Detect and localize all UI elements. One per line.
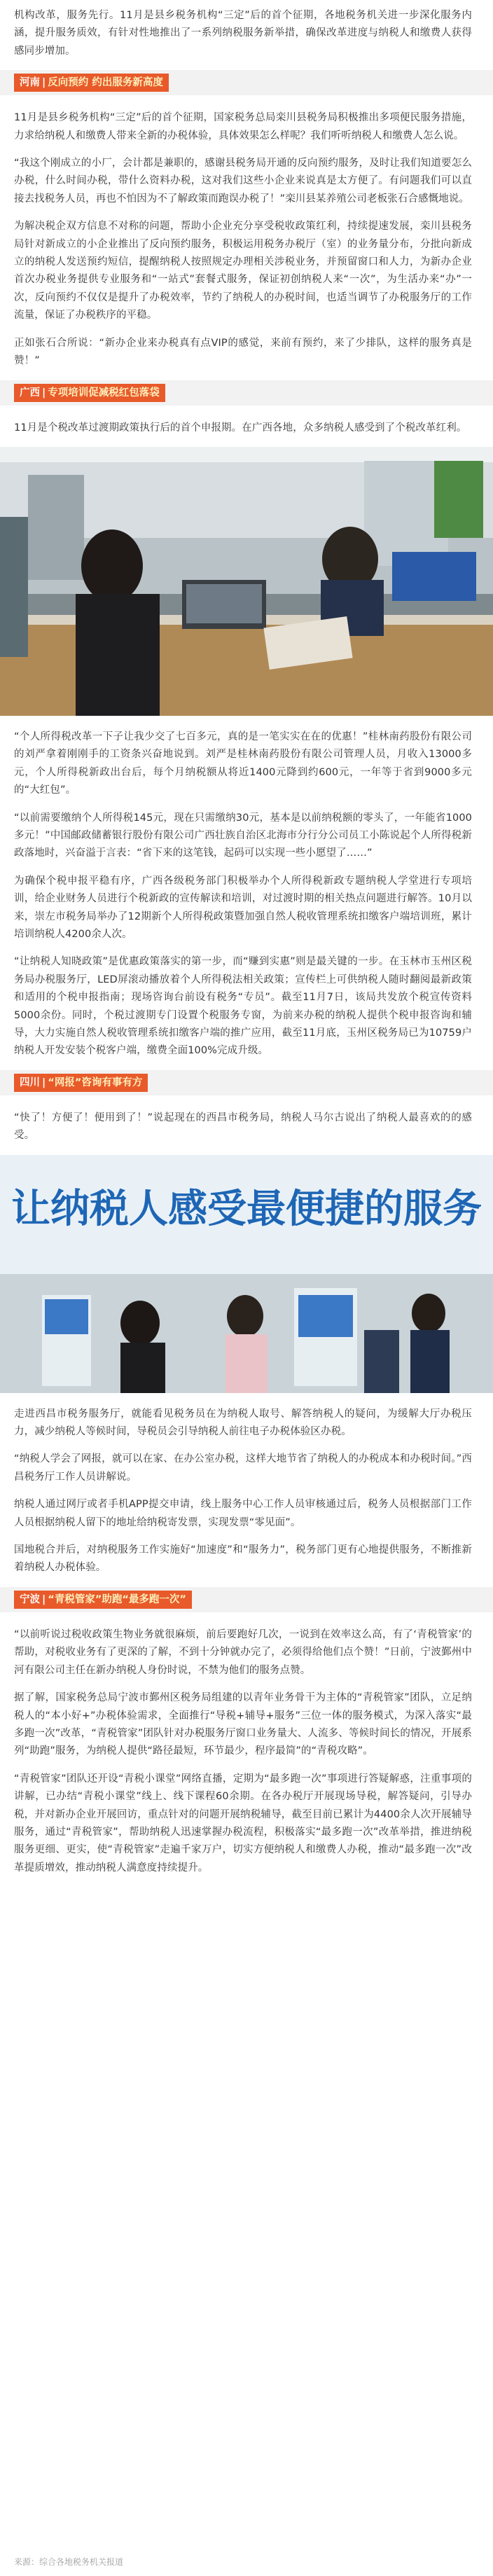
paragraph: 11月是县乡税务机构“三定”后的首个征期，国家税务总局栾川县税务局积极推出多项便民服务措施，力求给纳税人和缴费人带来全新的办税体验，具体效果怎么样呢？我们听听纳税人和缴费人怎么说。	[14, 112, 472, 141]
section-header-guangxi	[0, 380, 493, 406]
section-title: 反向预约 约出服务新高度	[48, 77, 163, 89]
section-separator: |	[42, 1076, 46, 1088]
paragraph: “让纳税人知晓政策”是优惠政策落实的第一步，而“赚到实惠”则是最关键的一步。在玉林市玉州区税务局办税服务厅，LED屏滚动播放着个人所得税法相关政策；宣传栏上可供纳税人随时翻阅最新政策和适用的个税申报指南；现场咨询台前设有税务“专员”。截至11月7日，该局共发放个税宣传资料5000余份。同时，个税过渡期专门设置个税服务专窗，为前来办税的纳税人提供个税申报咨询和辅导，大力实施自然人税收管理系统扣缴客户端的推广应用，截至11月底，玉州区税务局已为10759户纳税人开发安装个税客户端，缴费全面100%完成升级。	[14, 956, 472, 1057]
paragraph: 据了解，国家税务总局宁波市鄞州区税务局组建的以青年业务骨干为主体的“青税管家”团队，立足纳税人的“本小好+”办税体验需求，全面推行“导税+辅导+服务”三位一体的服务模式，为深入落实“最多跑一次”改革，“青税管家”团队针对办税服务厅窗口业务量大、人流多、等候时间长的情况，开展系列“助跑”服务，为纳税人提供“路径最短，环节最少，程序最简”的“青税攻略”。	[14, 1692, 472, 1757]
paragraph: 11月是个税改革过渡期政策执行后的首个申报期。在广西各地，众多纳税人感受到了个税改革红利。	[14, 422, 467, 434]
tax-office-counter-photo	[0, 447, 493, 716]
section-tag	[14, 1591, 192, 1609]
article	[0, 7, 493, 2576]
service-banner	[11, 1186, 482, 1232]
paragraph: 正如张石合所说：“新办企业来办税真有点VIP的感觉，来前有预约，来了少排队，这样的服务真是赞！”	[14, 337, 472, 367]
paragraph: “个人所得税改革一下子让我少交了七百多元，真的是一笔实实在在的优惠！”桂林南药股份有限公司的刘严拿着刚刚手的工资条兴奋地说到。刘严是桂林南药股份有限公司管理人员，月收入13000多元，个人所得税新政出台后，每个月纳税额从将近1400元降到约600元，一年等于省到9000多元的“大红包”。	[14, 730, 472, 796]
paragraph: “以前听说过税收政策生物业务就很麻烦，前后要跑好几次，一说到在效率这么高，有了‘青税管家’的帮助，对税收业务有了更深的了解，不到十分钟就办完了，必须得给他们点个赞！”日前，宁波鄞州中河有限公司主任在新办纳税人身份时说，不禁为他们的服务点赞。	[14, 1628, 472, 1676]
section-region: 宁波	[20, 1593, 40, 1605]
section-tag	[14, 74, 169, 92]
service-banner-text: 让纳税人感受最便捷的服务	[11, 1186, 482, 1232]
section-separator: |	[42, 1593, 46, 1605]
intro-paragraph: 机构改革，服务先行。11月是县乡税务机构“三定”后的首个征期，各地税务机关进一步深化服务内涵，提升服务质效，有针对性地推出了一系列纳税服务新举措，确保改革进度与纳税人和缴费人获得感同步增加。	[14, 10, 472, 57]
paragraph: “青税管家”团队还开设“青税小课堂”网络直播，定期为“最多跑一次”事项进行答疑解惑，注重事项的讲解，已办结“青税小课堂”线上、线下课程60余期。在各办税厅开展现场导税，解答疑问，引导办税，并对新办企业开展回访，重点针对的问题开展纳税辅导，截至目前已累计为4400余人次开展辅导服务，通过“青税管家”，帮助纳税人迅速掌握办税流程，积极落实“最多跑一次”改革举措，推进纳税服务更细、更实，使“青税管家”走遍千家万户，切实方便纳税人和缴费人办税，推动“最多跑一次”改革提质增效，推动纳税人满意度持续提升。	[14, 1773, 472, 1874]
paragraph: 走进西昌市税务服务厅，就能看见税务员在为纳税人取号、解答纳税人的疑问，为缓解大厅办税压力，减少纳税人等候时间，导税员会引导纳税人前往电子办税体验区办税。	[14, 1408, 472, 1438]
paragraph: 为确保个税申报平稳有序，广西各级税务部门积极举办个人所得税新政专题纳税人学堂进行专项培训，给企业财务人员进行个税新政的宣传解读和培训，对过渡时期的相关热点问题进行解答。10月以来，崇左市税务局举办了12期新个人所得税政策暨加强自然人税收管理系统扣缴客户端培训班，累计培训纳税人4200余人次。	[14, 875, 472, 940]
section-region: 河南	[20, 77, 40, 89]
section-region: 四川	[20, 1076, 40, 1088]
section-separator: |	[42, 77, 46, 89]
section-tag	[14, 1074, 148, 1092]
paragraph: “快了！方便了！便用到了！”说起现在的西昌市税务局，纳税人马尔古说出了纳税人最喜欢的的感受。	[14, 1112, 472, 1142]
source-note: 来源：综合各地税务机关报道	[14, 2557, 124, 2567]
paragraph: “纳税人学会了网报，就可以在家、在办公室办税，这样大地节省了纳税人的办税成本和办税时间。”西昌税务厅工作人员讲解说。	[14, 1453, 472, 1483]
section-header-ningbo	[0, 1587, 493, 1612]
paragraph: “我这个刚成立的小厂，会计都是兼职的，感谢县税务局开通的反向预约服务，及时让我们知道要怎么办税，什么时间办税，带什么资料办税，这对我们这些小企业来说真是太方便了。有问题我们可以直接去找税务人员，再也不怕因为不了解政策而跑误办税了！”栾川县某养殖公司老板张石合感慨地说。	[14, 158, 472, 205]
paragraph: “以前需要缴纳个人所得税145元，现在只需缴纳30元，基本是以前纳税额的零头了，一年能省1000多元！”中国邮政储蓄银行股份有限公司广西壮族自治区北海市分行分公司员工小陈说起个人所得税新政落地时，兴奋溢于言表：“省下来的这笔钱，起码可以实现一些小愿望了……”	[14, 812, 472, 859]
section-region: 广西	[20, 387, 40, 399]
paragraph: 纳税人通过网厅或者手机APP提交申请，线上服务中心工作人员审核通过后，税务人员根据部门工作人员根据纳税人留下的地址给纳税寄发票，实现发票“零见面”。	[14, 1499, 472, 1528]
section-title: “网报”咨询有事有方	[48, 1076, 143, 1088]
section-header-henan	[0, 70, 493, 95]
paragraph: 国地税合并后，对纳税服务工作实施好“加速度”和“服务力”，税务部门更有心地提供服务，不断推新着纳税人办税体验。	[14, 1544, 472, 1574]
section-separator: |	[42, 387, 46, 399]
paragraph: 为解决税企双方信息不对称的问题，帮助小企业充分享受税收政策红利，持续提速发展，栾川县税务局针对新成立的小企业推出了反向预约服务，积极运用税务办税厅（室）的业务量分布，分批向新成立的纳税人发送预约短信，提醒纳税人按照规定办理相关涉税业务，并预留窗口和人力，为新办企业首次办税业务提供专业服务和“一站式”套餐式服务，保证初创纳税人来“一次”，为生活办来“办”一次，反向预约不仅仅是提升了办税效率，节约了纳税人的办税时间，也适当调节了办税服务厅的工作流量，保证了办税秩序的平稳。	[14, 221, 472, 321]
section-tag	[14, 384, 165, 402]
service-hall-photo	[0, 1155, 493, 1393]
section-header-sichuan	[0, 1070, 493, 1095]
section-title: “青税管家”助跑“最多跑一次”	[48, 1593, 186, 1605]
section-title: 专项培训促减税红包落袋	[48, 387, 160, 399]
